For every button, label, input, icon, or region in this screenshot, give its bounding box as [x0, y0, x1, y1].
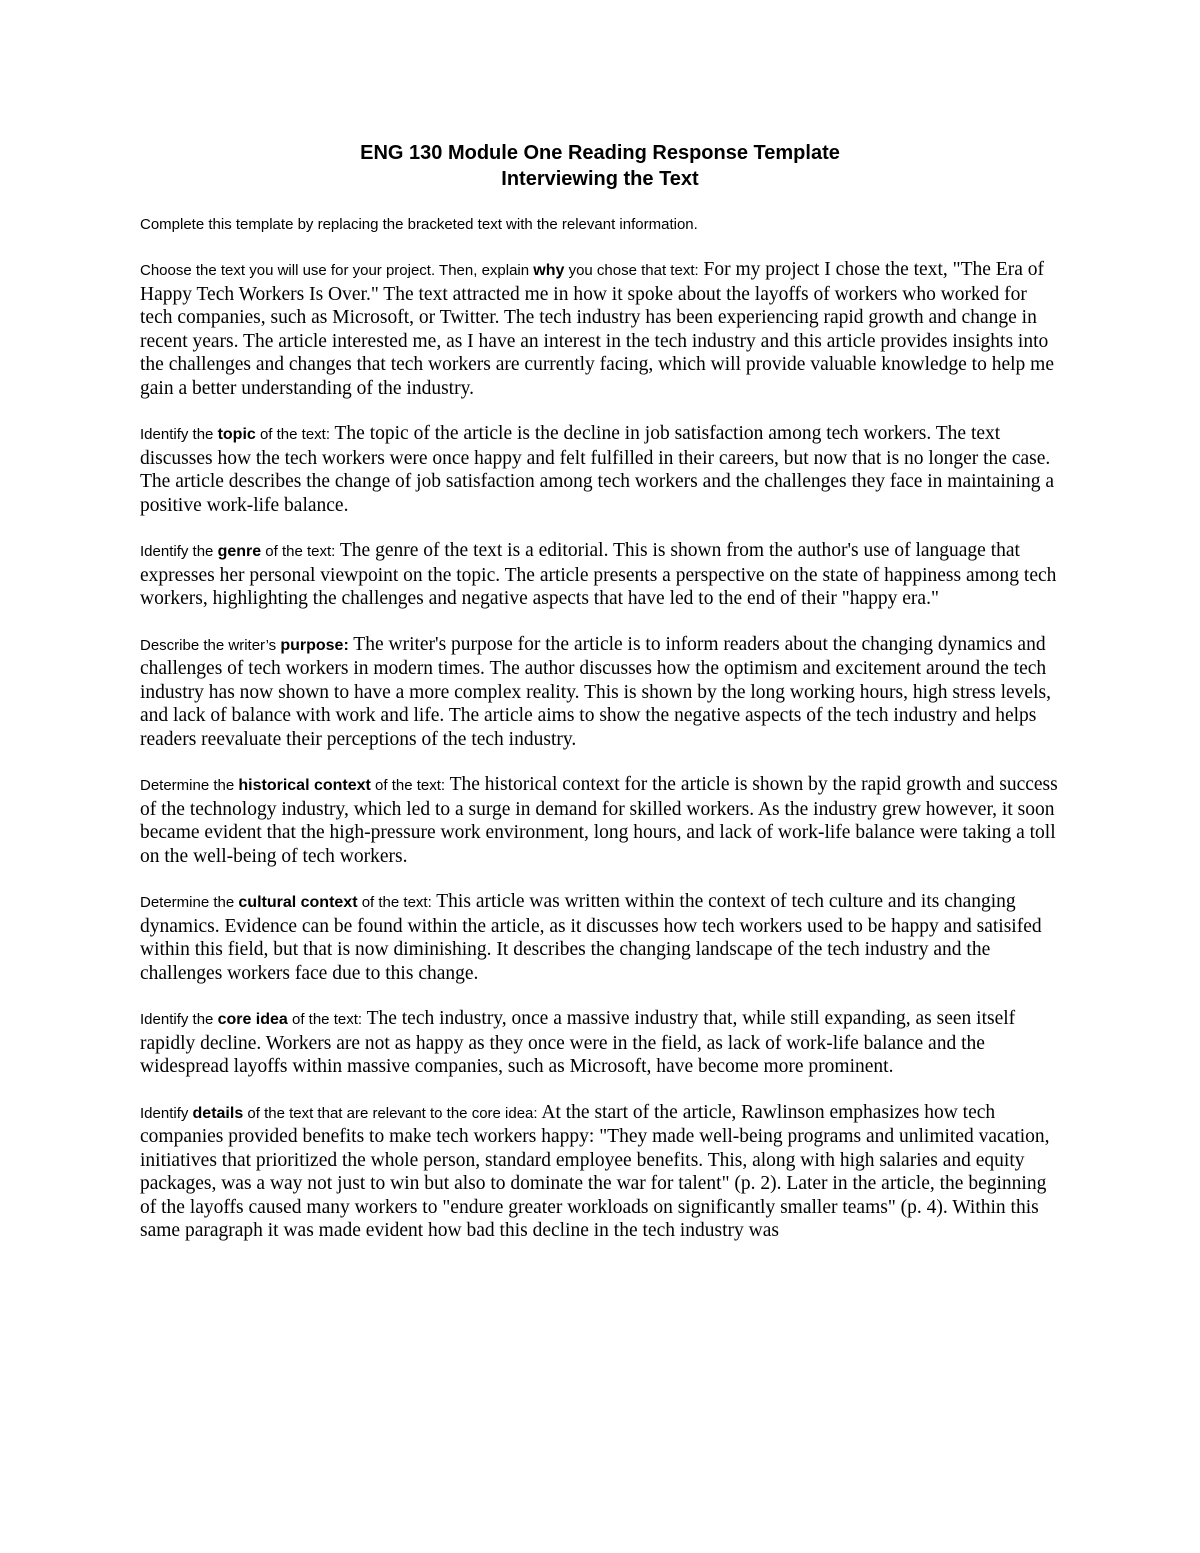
prompt-lead: Identify the	[140, 543, 218, 560]
prompt-tail: of the text:	[255, 426, 330, 443]
prompt-keyword: historical context	[238, 777, 371, 794]
prompt-lead: Identify the	[140, 426, 218, 443]
section-topic	[140, 422, 1060, 517]
prompt-lead: Choose the text you will use for your project. Then, explain	[140, 262, 534, 279]
prompt-lead: Identify	[140, 1104, 193, 1122]
prompt-keyword: genre	[217, 543, 262, 560]
prompt-keyword: details	[192, 1104, 244, 1122]
document-subtitle: Interviewing the Text	[501, 168, 699, 190]
prompt-tail: of the text:	[357, 894, 432, 911]
prompt-tail: of the text that are relevant to the core idea:	[243, 1104, 538, 1122]
prompt-lead: Determine the	[140, 894, 239, 911]
response-text: For my project I chose the text, "The Era of Happy Tech Workers Is Over." The text attracted me in how it spoke about the layoffs of workers who worked for tech companies, such as Microsoft, or Twitter. The tech industry has been experiencing rapid growth and change in recent years. The article interested me, as I have an interest in the tech industry and this article provides insights into the challenges and changes that tech workers are currently facing, which will provide valuable knowledge to help me gain a better understanding of the industry.	[140, 259, 1054, 399]
section-details	[140, 1101, 1060, 1243]
response-text: The tech industry, once a massive industry that, while still expanding, as seen itself rapidly decline. Workers are not as happy as they once were in the field, as lack of work-life balance and the widespread layoffs within massive companies, such as Microsoft, have become more prominent.	[140, 1008, 1016, 1077]
response-text: This article was written within the context of tech culture and its changing dynamics. Evidence can be found within the article, as it discusses how tech workers used to be happy and satisifed within this field, but that is now diminishing. It describes the changing landscape of the tech industry and the challenges workers face due to this change.	[140, 891, 1042, 984]
prompt-keyword: why	[533, 262, 565, 279]
title-block	[140, 140, 1060, 192]
section-purpose	[140, 633, 1060, 752]
response-text: At the start of the article, Rawlinson emphasizes how tech companies provided benefits to make tech workers happy: "They made well-being programs and unlimited vacation, initiatives that prioritized the whole person, standard employee benefits. This, along with high salaries and equity packages, was a way not just to win but also to dominate the war for talent" (p. 2). Later in the article, the beginning of the layoffs caused many workers to "endure greater workloads on significantly smaller teams" (p. 4). Within this same paragraph it was made evident how bad this decline in the tech industry was	[140, 1101, 1050, 1241]
prompt-tail: of the text:	[287, 1011, 363, 1028]
section-historical-context	[140, 773, 1060, 868]
response-text: The genre of the text is a editorial. This is shown from the author's use of language that expresses her personal viewpoint on the topic. The article presents a perspective on the state of happiness among tech workers, highlighting the challenges and negative aspects that have led to the end of their "happy era."	[140, 540, 1057, 609]
prompt-keyword: purpose:	[280, 636, 349, 654]
prompt-tail: of the text:	[261, 543, 336, 560]
section-genre	[140, 539, 1060, 611]
prompt-lead: Identify the	[140, 1011, 218, 1028]
prompt-tail: of the text:	[370, 777, 446, 794]
section-why	[140, 258, 1060, 400]
response-text: The historical context for the article is shown by the rapid growth and success of the technology industry, which led to a surge in demand for skilled workers. As the industry grew however, it soon became evident that the high-pressure work environment, long hours, and lack of work-life balance were taking a toll on the well-being of tech workers.	[140, 774, 1058, 867]
response-text: The topic of the article is the decline in job satisfaction among tech workers. The text discusses how the tech workers were once happy and felt fulfilled in their careers, but now that is no longer the case. The article describes the change of job satisfaction among tech workers and the challenges they face in maintaining a positive work-life balance.	[140, 423, 1054, 516]
prompt-keyword: cultural context	[238, 894, 358, 911]
prompt-keyword: core idea	[217, 1011, 288, 1028]
prompt-keyword: topic	[217, 426, 256, 443]
template-instructions: Complete this template by replacing the bracketed text with the relevant information.	[140, 216, 698, 233]
document-page	[140, 140, 1060, 1265]
prompt-lead: Determine the	[140, 777, 239, 794]
section-core-idea	[140, 1007, 1060, 1079]
document-title: ENG 130 Module One Reading Response Template	[360, 142, 840, 164]
section-cultural-context	[140, 890, 1060, 985]
prompt-tail: you chose that text:	[564, 262, 699, 279]
response-text: The writer's purpose for the article is to inform readers about the changing dynamics and challenges of tech workers in modern times. The author discusses how the optimism and excitement around the tech industry has now shown to have a more complex reality. This is shown by the long working hours, high stress levels, and lack of balance with work and life. The article aims to show the negative aspects of the tech industry and helps readers reevaluate their perceptions of the tech industry.	[140, 633, 1051, 750]
prompt-lead: Describe the writer’s	[140, 636, 281, 654]
